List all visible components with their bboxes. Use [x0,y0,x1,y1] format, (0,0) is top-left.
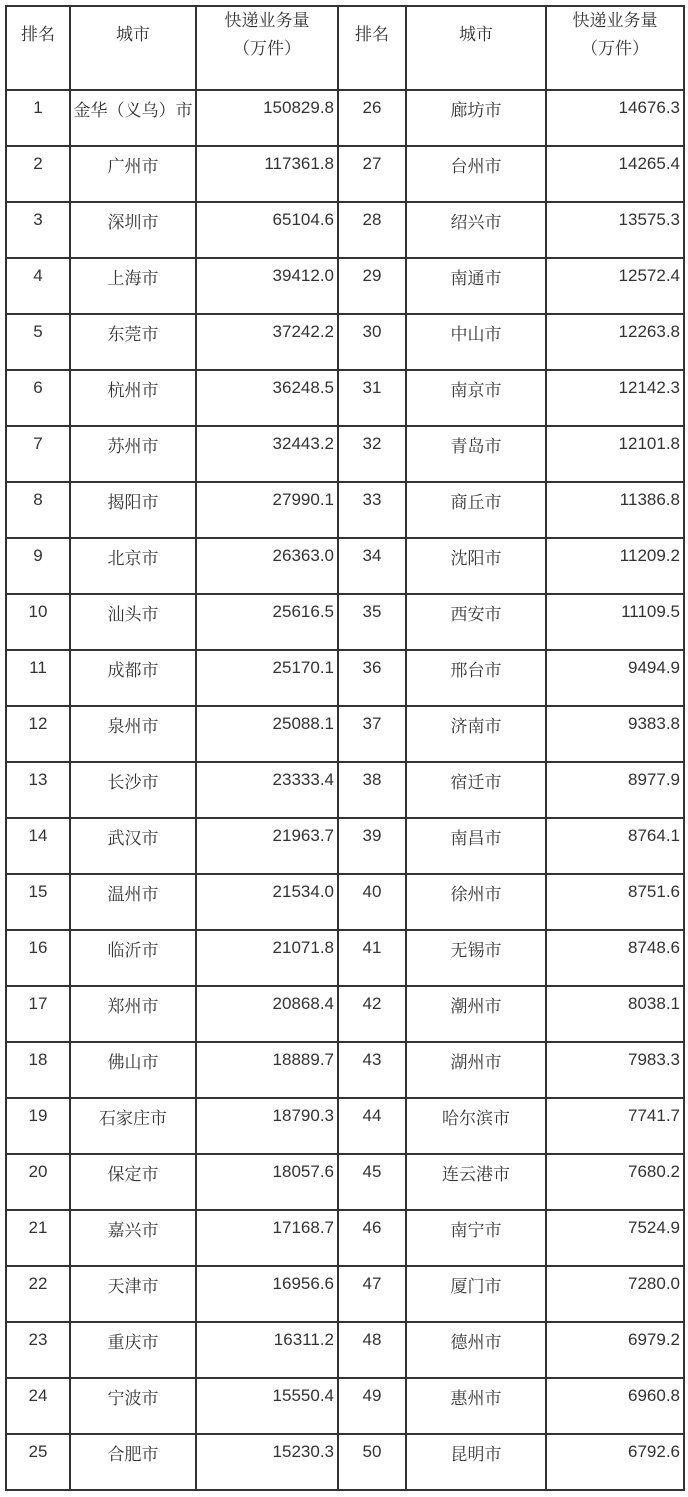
city-cell: 惠州市 [406,1378,546,1434]
rank-cell: 19 [6,1098,70,1154]
rank-cell: 15 [6,874,70,930]
rank-cell: 50 [338,1434,406,1490]
rank-cell: 29 [338,258,406,314]
volume-cell: 6960.8 [546,1378,684,1434]
rank-cell: 44 [338,1098,406,1154]
city-cell: 揭阳市 [70,482,196,538]
table-row [6,426,684,482]
city-cell: 苏州市 [70,426,196,482]
rank-cell: 49 [338,1378,406,1434]
city-cell: 绍兴市 [406,202,546,258]
volume-cell: 27990.1 [196,482,338,538]
city-cell: 南宁市 [406,1210,546,1266]
city-cell: 连云港市 [406,1154,546,1210]
volume-cell: 25616.5 [196,594,338,650]
city-cell: 北京市 [70,538,196,594]
header-volume-left-line1: 快递业务量 [224,11,310,30]
table-row [6,706,684,762]
city-cell: 西安市 [406,594,546,650]
table-row [6,874,684,930]
volume-cell: 26363.0 [196,538,338,594]
city-cell: 南昌市 [406,818,546,874]
table-row [6,594,684,650]
city-cell: 上海市 [70,258,196,314]
table-row [6,1154,684,1210]
rank-cell: 32 [338,426,406,482]
city-cell: 徐州市 [406,874,546,930]
city-cell: 武汉市 [70,818,196,874]
header-volume-right-line1: 快递业务量 [572,11,658,30]
rank-cell: 41 [338,930,406,986]
city-cell: 保定市 [70,1154,196,1210]
volume-cell: 7280.0 [546,1266,684,1322]
city-cell: 广州市 [70,146,196,202]
city-cell: 临沂市 [70,930,196,986]
city-cell: 郑州市 [70,986,196,1042]
table-row [6,930,684,986]
city-cell: 泉州市 [70,706,196,762]
rank-cell: 48 [338,1322,406,1378]
city-cell: 石家庄市 [70,1098,196,1154]
volume-cell: 25088.1 [196,706,338,762]
volume-cell: 12263.8 [546,314,684,370]
volume-cell: 21963.7 [196,818,338,874]
city-cell: 杭州市 [70,370,196,426]
header-city-right: 城市 [406,6,546,90]
volume-cell: 25170.1 [196,650,338,706]
rank-cell: 46 [338,1210,406,1266]
volume-cell: 17168.7 [196,1210,338,1266]
table-row [6,1434,684,1490]
table-row [6,1098,684,1154]
header-rank-right: 排名 [338,6,406,90]
table-row [6,538,684,594]
volume-cell: 9383.8 [546,706,684,762]
volume-cell: 7983.3 [546,1042,684,1098]
rank-cell: 8 [6,482,70,538]
volume-cell: 8977.9 [546,762,684,818]
rank-cell: 13 [6,762,70,818]
rank-cell: 28 [338,202,406,258]
city-cell: 商丘市 [406,482,546,538]
rank-cell: 45 [338,1154,406,1210]
rank-cell: 31 [338,370,406,426]
city-cell: 南京市 [406,370,546,426]
volume-cell: 20868.4 [196,986,338,1042]
rank-cell: 36 [338,650,406,706]
city-cell: 成都市 [70,650,196,706]
rank-cell: 26 [338,90,406,146]
header-rank-left: 排名 [6,6,70,90]
volume-cell: 12142.3 [546,370,684,426]
volume-cell: 15550.4 [196,1378,338,1434]
rank-cell: 37 [338,706,406,762]
volume-cell: 11209.2 [546,538,684,594]
rank-cell: 21 [6,1210,70,1266]
city-express-ranking-table [5,5,685,1491]
city-cell: 德州市 [406,1322,546,1378]
volume-cell: 7524.9 [546,1210,684,1266]
table-row [6,650,684,706]
table-row [6,258,684,314]
volume-cell: 12572.4 [546,258,684,314]
rank-cell: 9 [6,538,70,594]
header-volume-left-line2: （万件） [233,39,301,58]
rank-cell: 1 [6,90,70,146]
header-row [6,6,684,90]
city-cell: 济南市 [406,706,546,762]
city-cell: 邢台市 [406,650,546,706]
table-row [6,1322,684,1378]
city-cell: 合肥市 [70,1434,196,1490]
rank-cell: 39 [338,818,406,874]
table-row [6,146,684,202]
city-cell: 佛山市 [70,1042,196,1098]
volume-cell: 6792.6 [546,1434,684,1490]
city-cell: 台州市 [406,146,546,202]
volume-cell: 32443.2 [196,426,338,482]
city-cell: 深圳市 [70,202,196,258]
rank-cell: 2 [6,146,70,202]
volume-cell: 117361.8 [196,146,338,202]
volume-cell: 6979.2 [546,1322,684,1378]
rank-cell: 18 [6,1042,70,1098]
rank-cell: 34 [338,538,406,594]
table-row [6,370,684,426]
table-row [6,202,684,258]
volume-cell: 16311.2 [196,1322,338,1378]
rank-cell: 30 [338,314,406,370]
city-cell: 南通市 [406,258,546,314]
volume-cell: 7680.2 [546,1154,684,1210]
table-row [6,986,684,1042]
header-volume-left [196,6,338,90]
rank-cell: 16 [6,930,70,986]
rank-cell: 10 [6,594,70,650]
volume-cell: 14265.4 [546,146,684,202]
table-row [6,482,684,538]
rank-cell: 5 [6,314,70,370]
volume-cell: 23333.4 [196,762,338,818]
volume-cell: 8748.6 [546,930,684,986]
city-cell: 长沙市 [70,762,196,818]
rank-cell: 33 [338,482,406,538]
city-cell: 沈阳市 [406,538,546,594]
volume-cell: 12101.8 [546,426,684,482]
rank-cell: 20 [6,1154,70,1210]
city-cell: 廊坊市 [406,90,546,146]
rank-cell: 42 [338,986,406,1042]
city-cell: 湖州市 [406,1042,546,1098]
volume-cell: 21071.8 [196,930,338,986]
rank-cell: 43 [338,1042,406,1098]
city-cell: 温州市 [70,874,196,930]
volume-cell: 8751.6 [546,874,684,930]
table-row [6,1266,684,1322]
header-volume-right [546,6,684,90]
volume-cell: 14676.3 [546,90,684,146]
table-row [6,90,684,146]
table-row [6,1042,684,1098]
rank-cell: 6 [6,370,70,426]
rank-cell: 17 [6,986,70,1042]
volume-cell: 18790.3 [196,1098,338,1154]
rank-cell: 12 [6,706,70,762]
city-cell: 昆明市 [406,1434,546,1490]
city-cell: 宁波市 [70,1378,196,1434]
volume-cell: 7741.7 [546,1098,684,1154]
city-cell: 宿迁市 [406,762,546,818]
volume-cell: 11109.5 [546,594,684,650]
city-cell: 中山市 [406,314,546,370]
volume-cell: 9494.9 [546,650,684,706]
volume-cell: 16956.6 [196,1266,338,1322]
rank-cell: 47 [338,1266,406,1322]
volume-cell: 15230.3 [196,1434,338,1490]
volume-cell: 150829.8 [196,90,338,146]
volume-cell: 39412.0 [196,258,338,314]
table-row [6,818,684,874]
city-cell: 东莞市 [70,314,196,370]
rank-cell: 40 [338,874,406,930]
rank-cell: 25 [6,1434,70,1490]
city-cell: 潮州市 [406,986,546,1042]
volume-cell: 65104.6 [196,202,338,258]
city-cell: 嘉兴市 [70,1210,196,1266]
city-cell: 青岛市 [406,426,546,482]
city-cell: 无锡市 [406,930,546,986]
table-row [6,1378,684,1434]
rank-cell: 11 [6,650,70,706]
rank-cell: 24 [6,1378,70,1434]
table-row [6,1210,684,1266]
volume-cell: 36248.5 [196,370,338,426]
volume-cell: 8038.1 [546,986,684,1042]
rank-cell: 38 [338,762,406,818]
rank-cell: 3 [6,202,70,258]
header-city-left: 城市 [70,6,196,90]
table-row [6,314,684,370]
header-volume-right-line2: （万件） [581,39,649,58]
rank-cell: 14 [6,818,70,874]
city-cell: 重庆市 [70,1322,196,1378]
rank-cell: 22 [6,1266,70,1322]
city-cell: 金华（义乌）市 [70,90,196,146]
rank-cell: 7 [6,426,70,482]
rank-cell: 23 [6,1322,70,1378]
city-cell: 天津市 [70,1266,196,1322]
rank-cell: 35 [338,594,406,650]
city-cell: 汕头市 [70,594,196,650]
volume-cell: 18057.6 [196,1154,338,1210]
volume-cell: 11386.8 [546,482,684,538]
volume-cell: 18889.7 [196,1042,338,1098]
rank-cell: 27 [338,146,406,202]
table-body [6,90,684,1490]
volume-cell: 21534.0 [196,874,338,930]
volume-cell: 13575.3 [546,202,684,258]
volume-cell: 37242.2 [196,314,338,370]
rank-cell: 4 [6,258,70,314]
volume-cell: 8764.1 [546,818,684,874]
city-cell: 厦门市 [406,1266,546,1322]
city-cell: 哈尔滨市 [406,1098,546,1154]
table-row [6,762,684,818]
